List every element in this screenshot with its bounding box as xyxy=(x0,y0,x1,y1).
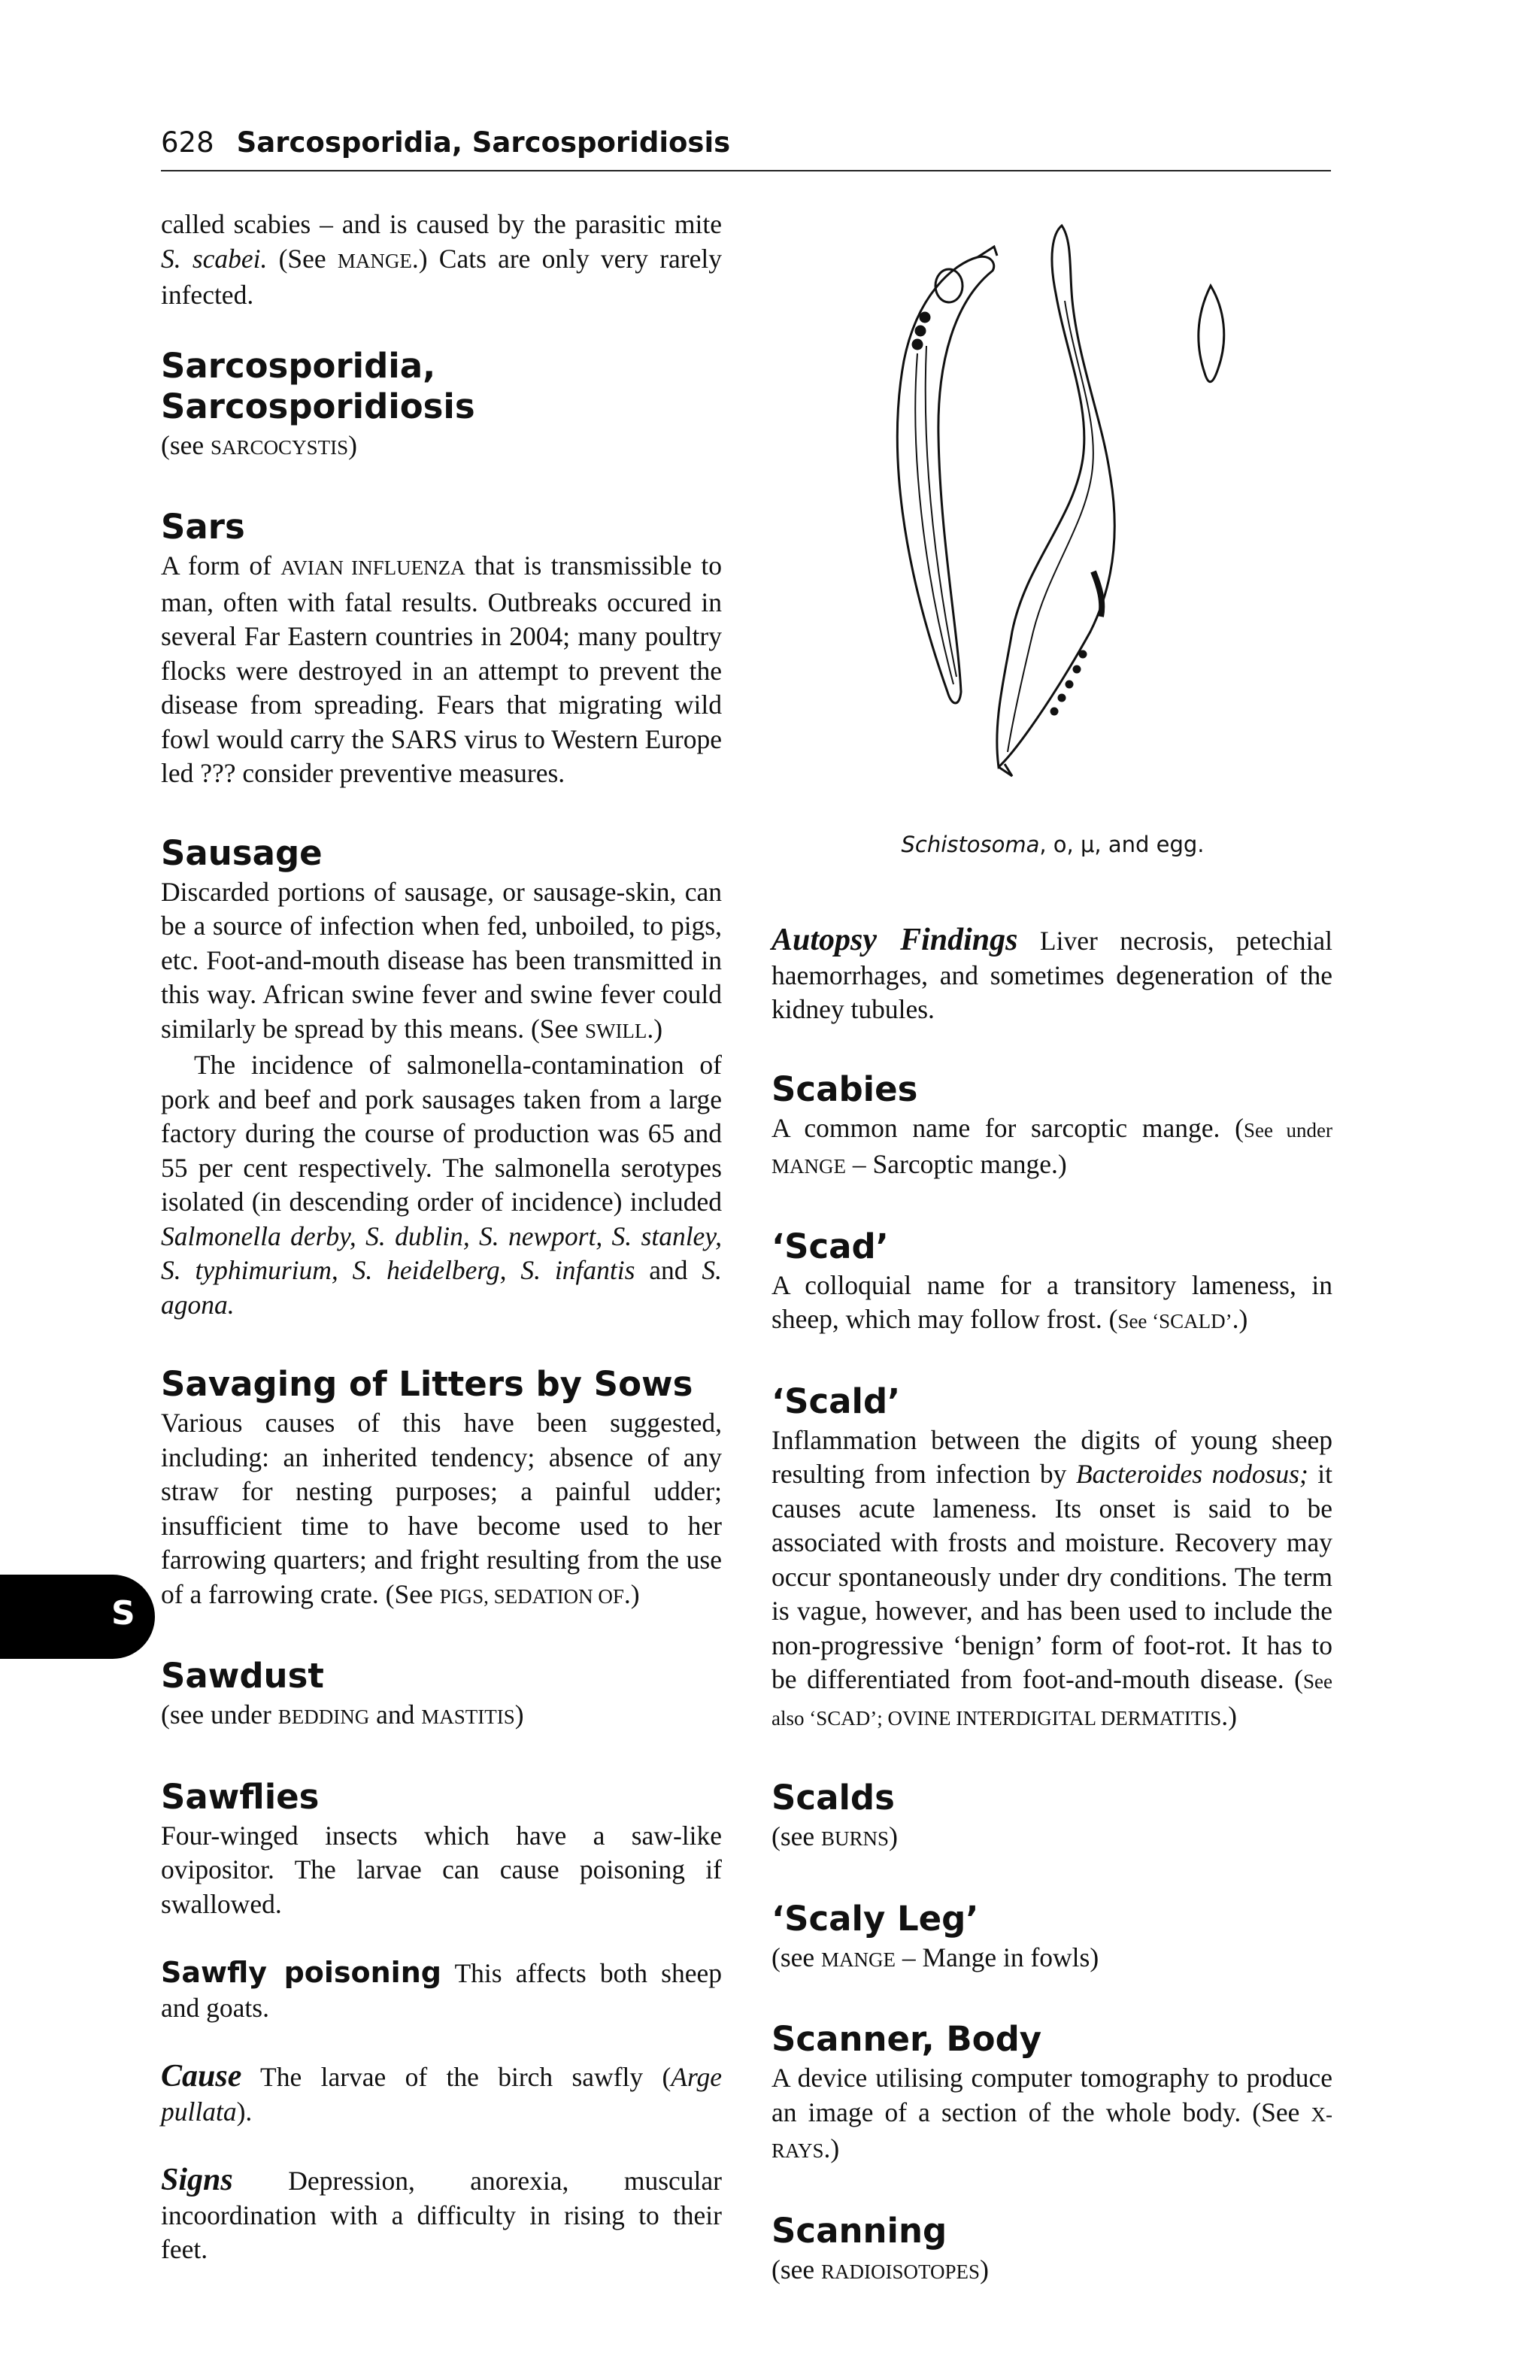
text: .) Cats are only very rarely infected. xyxy=(161,243,722,310)
text: Discarded portions of sausage, or sausage-skin, can be a source of infection when fed, unboiled, to pigs, etc. Foot-and-mouth disease has been transmitted in this way. African swine fever and swine fever could similarly be spread by this means. (See xyxy=(161,876,722,1044)
text: .) xyxy=(647,1013,663,1044)
text: A form of xyxy=(161,550,281,581)
sawfly-poisoning-paragraph xyxy=(161,1956,722,2025)
text: (see xyxy=(772,2254,822,2284)
autopsy-findings-paragraph xyxy=(772,923,1332,1027)
text: – Sarcoptic mange.) xyxy=(846,1149,1067,1179)
entry-heading-scaly-leg: ‘Scaly Leg’ xyxy=(772,1898,979,1939)
cross-reference: BEDDING xyxy=(277,1705,370,1728)
figure-caption xyxy=(827,832,1278,857)
scanner-paragraph xyxy=(772,2061,1332,2169)
cause-paragraph xyxy=(161,2060,722,2129)
text: The larvae of the birch sawfly ( xyxy=(241,2062,671,2092)
schistosoma-illustration xyxy=(865,211,1361,790)
text: (see xyxy=(161,429,211,460)
species-names: Salmonella derby, S. dublin, S. newport, S. stanley, S. typhimurium, S. heidelberg, S. infantis xyxy=(161,1220,722,1285)
species-name: S. scabei. xyxy=(161,243,268,274)
thumb-index-letter: S xyxy=(111,1594,135,1633)
scald-paragraph xyxy=(772,1423,1332,1736)
entry-heading-scanner-body: Scanner, Body xyxy=(772,2019,1042,2059)
caption-text: , ο, μ, and egg. xyxy=(1039,832,1205,857)
text: (see under xyxy=(161,1699,278,1730)
female-worm-outline xyxy=(897,256,993,703)
cross-reference: MANGE xyxy=(337,249,412,272)
savaging-paragraph xyxy=(161,1406,722,1614)
egg-outline xyxy=(1199,286,1224,382)
cross-reference: SARCOCYSTIS xyxy=(211,435,349,459)
subheading-cause: Cause xyxy=(161,2059,242,2093)
text: (see xyxy=(772,1942,822,1972)
entry-heading-sawflies: Sawflies xyxy=(161,1776,320,1817)
text: it causes acute lameness. Its onset is said to be associated with frosts and moisture. Recovery may occur spontaneously under dry conditions. The term is vague, however, and has been used to include the non-progressive ‘benign’ form of foot-rot. It has to be differentiated from foot-and-mouth disease. ( xyxy=(772,1459,1332,1694)
cross-reference: BURNS xyxy=(821,1827,890,1850)
running-header xyxy=(161,126,1331,171)
sausage-paragraph-2 xyxy=(161,1048,722,1322)
see-reference xyxy=(161,429,722,465)
entry-heading-savaging: Savaging of Litters by Sows xyxy=(161,1364,693,1404)
text: and xyxy=(369,1699,422,1730)
species-name: Bacteroides nodosus; xyxy=(1075,1459,1308,1489)
sausage-paragraph-1 xyxy=(161,875,722,1049)
scabies-paragraph xyxy=(772,1111,1332,1184)
text: Various causes of this have been suggested, including: an inherited tendency; absence of any straw for nesting purposes; a painful udder; insufficient time to have become used to her farrowing quarters; and fright resulting from the use of a farrowing crate. (See xyxy=(161,1408,722,1609)
text: that is transmissible to man, often with fatal results. Outbreaks occured in several Far Eastern countries in 2004; many poultry flocks were destroyed in an attempt to prevent the disease from spreading. Fears that migrating wild fowl would carry the SARS virus to Western Europe led ??? consider preventive measures. xyxy=(161,550,722,788)
see-label: See also xyxy=(772,1670,1332,1730)
text: .) xyxy=(1232,1304,1248,1334)
text: ). xyxy=(236,2096,253,2127)
cross-reference: MANGE xyxy=(821,1948,896,1971)
text: called scabies – and is caused by the parasitic mite xyxy=(161,209,722,239)
cross-reference: SWILL xyxy=(584,1019,647,1042)
cross-reference: X-RAYS xyxy=(772,2103,1332,2162)
text: A common name for sarcoptic mange. ( xyxy=(772,1112,1244,1143)
text: (See xyxy=(267,243,338,274)
text: A colloquial name for a transitory lameness, in sheep, which may follow frost. ( xyxy=(772,1269,1332,1334)
cross-reference: RADIOISOTOPES xyxy=(821,2260,981,2283)
subheading-autopsy-findings: Autopsy Findings xyxy=(772,923,1018,957)
entry-heading-scad: ‘Scad’ xyxy=(772,1226,889,1266)
text: ) xyxy=(514,1699,524,1730)
entry-heading-scald: ‘Scald’ xyxy=(772,1381,901,1421)
sawflies-paragraph: Four-winged insects which have a saw-like ovipositor. The larvae can cause poisoning if swallowed. xyxy=(161,1820,722,1919)
running-title: Sarcosporidia, Sarcosporidiosis xyxy=(236,126,731,159)
entry-heading-sausage: Sausage xyxy=(161,832,323,873)
text: This affects both sheep and goats. xyxy=(161,1958,722,2023)
page-number: 628 xyxy=(161,126,214,159)
run-in-heading: Sawfly poisoning xyxy=(161,1956,441,1989)
male-worm-outline xyxy=(997,226,1114,767)
see-reference xyxy=(161,1698,722,1735)
entry-heading-scanning: Scanning xyxy=(772,2210,947,2251)
cross-reference: AVIAN INFLUENZA xyxy=(280,556,465,579)
text: .) xyxy=(1221,1700,1237,1731)
text: Liver necrosis, petechial haemorrhages, and sometimes degeneration of the kidney tubules. xyxy=(772,926,1332,1024)
entry-heading-sarcosporidia: Sarcosporidia, Sarcosporidiosis xyxy=(161,345,475,426)
cross-reference: ‘SCALD’ xyxy=(1147,1310,1232,1332)
signs-paragraph xyxy=(161,2163,722,2267)
text: .) xyxy=(623,1578,640,1609)
caption-species: Schistosoma xyxy=(901,832,1040,857)
text: A device utilising computer tomography to produce an image of a section of the whole body. (See xyxy=(772,2063,1332,2127)
species-name: Arge pullata xyxy=(161,2062,722,2127)
scad-paragraph xyxy=(772,1269,1332,1339)
text: The incidence of salmonella-contamination of pork and beef and pork sausages taken from a large factory during the course of production was 65 and 55 per cent respectively. The salmonella serotypes isolated (in descending order of incidence) included xyxy=(161,1050,722,1217)
text: and xyxy=(635,1255,702,1285)
text: .) xyxy=(823,2133,840,2163)
see-reference xyxy=(772,2253,1332,2290)
species-name: S. agona. xyxy=(161,1255,722,1320)
text: (see xyxy=(772,1821,822,1851)
entry-heading-scalds: Scalds xyxy=(772,1778,895,1818)
cross-reference: ‘SCAD’; OVINE INTERDIGITAL DERMATITIS xyxy=(804,1706,1222,1730)
entry-heading-scabies: Scabies xyxy=(772,1069,918,1109)
text: Inflammation between the digits of young sheep resulting from infection by xyxy=(772,1424,1332,1489)
see-label: See xyxy=(1117,1310,1147,1332)
text: ) xyxy=(889,1821,898,1851)
text: Depression, anorexia, muscular incoordination with a difficulty in rising to their feet. xyxy=(161,2166,722,2264)
text: ) xyxy=(348,429,357,460)
entry-heading-sars: Sars xyxy=(161,507,245,547)
subheading-signs: Signs xyxy=(161,2163,233,2197)
see-label: See under xyxy=(1243,1118,1332,1141)
thumb-index-tab xyxy=(0,1575,155,1659)
scabies-continuation-paragraph xyxy=(161,208,722,313)
cross-reference: MANGE xyxy=(772,1155,846,1178)
right-column xyxy=(772,923,1332,2289)
left-column xyxy=(161,208,722,2267)
text: – Mange in fowls) xyxy=(896,1942,1099,1972)
cross-reference: PIGS, SEDATION OF xyxy=(439,1584,624,1608)
entry-heading-sawdust: Sawdust xyxy=(161,1656,324,1696)
see-reference xyxy=(772,1941,1332,1978)
text: ) xyxy=(980,2254,989,2284)
see-reference xyxy=(772,1820,1332,1857)
sars-paragraph xyxy=(161,549,722,791)
cross-reference: MASTITIS xyxy=(421,1705,515,1728)
